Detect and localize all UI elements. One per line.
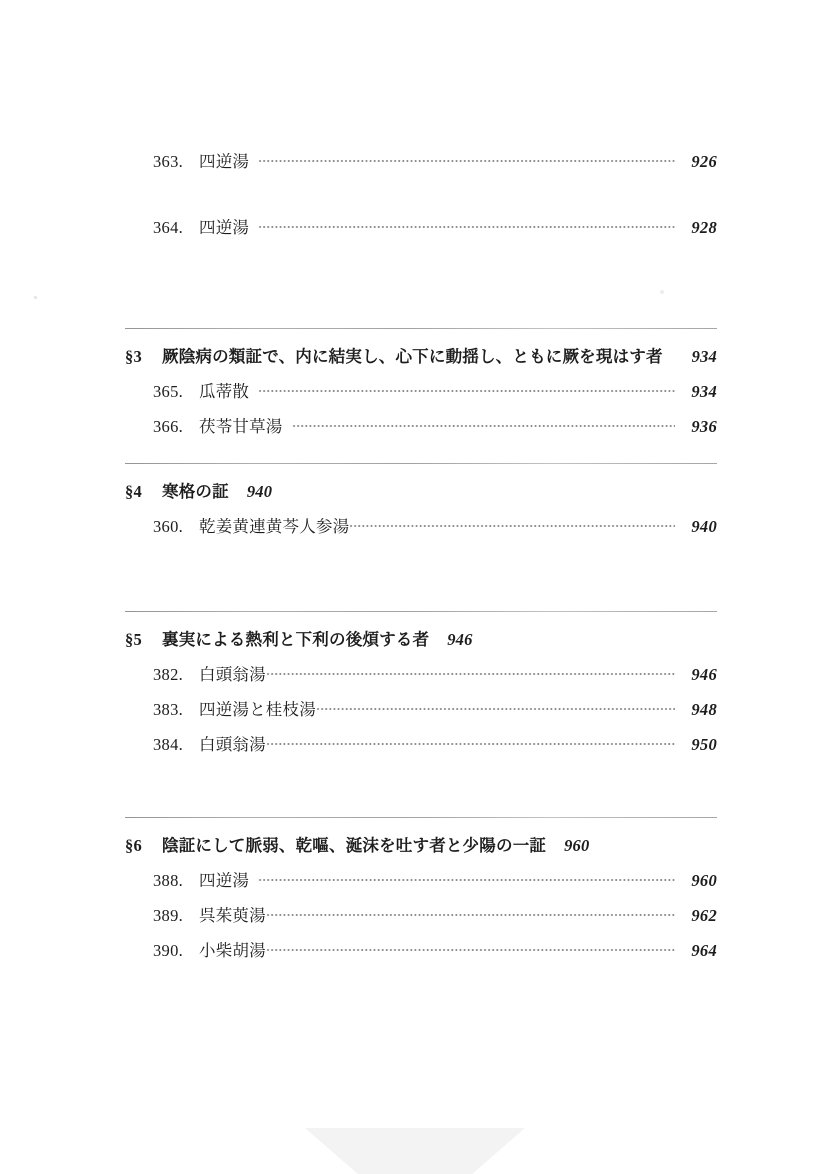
section-header[interactable]	[125, 626, 717, 650]
dot-leader	[266, 905, 675, 922]
toc-entry[interactable]	[125, 696, 717, 720]
entry-page-number: 934	[691, 382, 717, 401]
section-divider	[125, 463, 717, 464]
entry-title: 小柴胡湯	[199, 941, 266, 960]
spacer	[125, 402, 717, 413]
entry-title: 白頭翁湯	[199, 665, 266, 684]
toc-entry[interactable]	[125, 378, 717, 402]
section-block-4	[125, 463, 717, 537]
spacer	[125, 437, 717, 463]
dot-leader	[258, 151, 675, 168]
section-mark: §3	[125, 347, 142, 366]
spacer	[125, 926, 717, 937]
section-title: 裏実による熱利と下利の後煩する者	[162, 630, 430, 649]
entry-number: 384.	[153, 735, 184, 754]
toc-entry[interactable]	[125, 731, 717, 755]
section-divider	[125, 328, 717, 329]
spacer	[125, 367, 717, 378]
entry-page-number: 946	[691, 665, 717, 684]
spacer	[125, 172, 717, 214]
entry-page-number: 948	[691, 700, 717, 719]
toc-entry[interactable]	[125, 214, 717, 238]
entry-number: 366.	[153, 417, 184, 436]
entry-number: 364.	[153, 218, 184, 237]
entry-title: 白頭翁湯	[199, 735, 266, 754]
spacer	[125, 238, 717, 328]
entry-page-number: 950	[691, 735, 717, 754]
spacer	[125, 856, 717, 867]
entry-number: 363.	[153, 152, 184, 171]
section-page-number: 946	[447, 630, 473, 649]
dot-leader	[316, 699, 675, 716]
toc-entry[interactable]	[125, 902, 717, 926]
entry-title: 四逆湯	[199, 218, 250, 237]
spacer	[125, 329, 717, 343]
spacer	[125, 755, 717, 817]
entry-number: 383.	[153, 700, 184, 719]
entry-title: 呉茱萸湯	[199, 906, 266, 925]
section-page-number: 940	[246, 482, 273, 501]
section-page-number: 960	[564, 836, 590, 855]
entry-title: 四逆湯と桂枝湯	[199, 700, 316, 719]
entry-page-number: 940	[691, 517, 717, 536]
spacer	[125, 502, 717, 513]
section-header[interactable]	[125, 832, 717, 856]
entry-title: 瓜蒂散	[199, 382, 250, 401]
toc-entry[interactable]	[125, 513, 717, 537]
entry-title: 四逆湯	[199, 871, 250, 890]
spacer	[125, 720, 717, 731]
entry-page-number: 926	[691, 152, 717, 171]
entry-number: 360.	[153, 517, 184, 536]
page-fold-shadow	[305, 1128, 525, 1174]
dot-leader	[266, 734, 675, 751]
entry-number: 389.	[153, 906, 184, 925]
section-page-number: 934	[691, 347, 717, 366]
dot-leader	[266, 940, 675, 957]
toc-content	[125, 148, 717, 961]
spacer	[125, 464, 717, 478]
spacer	[125, 650, 717, 661]
entry-title: 茯苓甘草湯	[199, 417, 283, 436]
entry-page-number: 962	[691, 906, 717, 925]
spacer	[125, 685, 717, 696]
dot-leader	[292, 416, 676, 433]
entry-number: 388.	[153, 871, 184, 890]
entry-number: 365.	[153, 382, 184, 401]
section-header[interactable]	[125, 343, 717, 367]
section-divider	[125, 817, 717, 818]
toc-entry[interactable]	[125, 413, 717, 437]
section-title: 陰証にして脈弱、乾嘔、涎沫を吐す者と少陽の一証	[162, 836, 547, 855]
spacer	[125, 818, 717, 832]
spacer	[125, 537, 717, 611]
section-mark: §4	[125, 482, 142, 501]
dot-leader	[349, 516, 675, 533]
dot-leader	[266, 664, 675, 681]
entry-page-number: 936	[691, 417, 717, 436]
section-mark: §6	[125, 836, 142, 855]
section-divider	[125, 611, 717, 612]
scan-speck	[34, 296, 37, 299]
section-title: 寒格の証	[162, 482, 229, 501]
spacer	[125, 891, 717, 902]
dot-leader	[258, 217, 675, 234]
section-block-5	[125, 611, 717, 755]
toc-entry[interactable]	[125, 937, 717, 961]
toc-entry[interactable]	[125, 661, 717, 685]
dot-leader	[258, 870, 675, 887]
section-header[interactable]	[125, 478, 717, 502]
toc-entry[interactable]	[125, 867, 717, 891]
entry-page-number: 960	[691, 871, 717, 890]
section-block-3	[125, 328, 717, 437]
section-title: 厥陰病の類証で、内に結実し、心下に動揺し、ともに厥を現はす者	[162, 347, 663, 366]
toc-entry[interactable]	[125, 148, 717, 172]
dot-leader	[258, 381, 675, 398]
spacer	[125, 612, 717, 626]
entry-number: 382.	[153, 665, 184, 684]
top-entry-group	[125, 148, 717, 238]
scan-speck	[660, 290, 664, 294]
entry-number: 390.	[153, 941, 184, 960]
entry-title: 乾姜黄連黄芩人参湯	[199, 517, 350, 536]
entry-page-number: 928	[691, 218, 717, 237]
entry-page-number: 964	[691, 941, 717, 960]
entry-title: 四逆湯	[199, 152, 250, 171]
section-mark: §5	[125, 630, 142, 649]
section-block-6	[125, 817, 717, 961]
